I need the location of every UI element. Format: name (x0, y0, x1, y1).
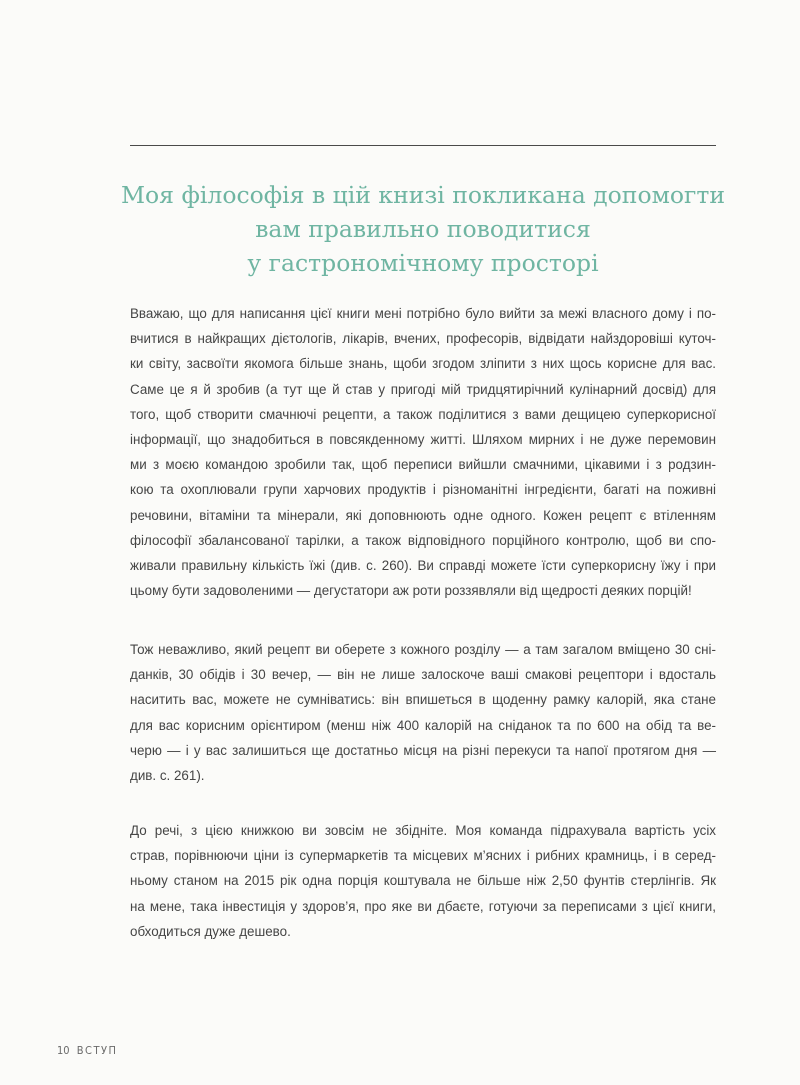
paragraph-line: кою та охоплювали групи харчових продуктів і різноманітні інгредієнти, багаті на поживні (130, 482, 716, 498)
paragraph-2 (130, 637, 716, 788)
paragraph-line: Саме це я й зробив (а тут ще й став у пригоді мій тридцятирічний кулінарний досвід) для (130, 381, 716, 397)
page-footer (57, 1044, 117, 1058)
heading-line: Моя філософія в цій книзі покликана допомогти (120, 181, 726, 209)
paragraph-line: обходиться дуже дешево. (130, 923, 291, 939)
paragraph-line: живали правильну кількість їжі (див. с. 260). Ви справді можете їсти суперкорисну їжу і при (130, 558, 716, 574)
heading-line: вам правильно поводитися (255, 215, 591, 243)
paragraph-line: на мене, така інвестиція у здоров’я, про яке ви дбаєте, готуючи за переписами з цієї книги, (130, 898, 716, 914)
paragraph-line: ньому станом на 2015 рік одна порція коштувала не більше ніж 2,50 фунтів стерлінгів. Як (130, 873, 716, 889)
paragraph-line: наситить вас, можете не сумніватись: він впишеться в щоденну рамку калорій, яка стане (130, 692, 716, 708)
paragraph-line: вчитися в найкращих дієтологів, лікарів, вчених, професорів, відвідати найздоровіші куточ- (130, 331, 716, 347)
paragraph-line: Тож неважливо, який рецепт ви оберете з кожного розділу — а там загалом вміщено 30 сні- (130, 642, 716, 657)
section-label: ВСТУП (76, 1044, 118, 1057)
paragraph-line: До речі, з цією книжкою ви зовсім не збідніте. Моя команда підрахувала вартість усіх (130, 823, 716, 838)
paragraph-line: філософії збалансованої тарілки, а також відповідного порційного контролю, щоб ви спо- (130, 532, 716, 548)
paragraph-line: для вас корисним орієнтиром (менш ніж 400 калорій на сніданок та по 600 на обід та ве- (130, 717, 716, 733)
paragraph-line: цьому бути задоволеними — дегустатори аж роти роззявляли від щедрості деяких порцій! (130, 583, 692, 599)
paragraph-line: страв, порівнюючи ціни із супермаркетів та місцевих м’ясних і рибних крамниць, і в серед- (130, 848, 716, 864)
paragraph-line: ки світу, засвоїти якомога більше знань, щоби згодом зліпити з них щось корисне для вас. (130, 356, 716, 372)
paragraph-line: див. с. 261). (130, 768, 205, 784)
paragraph-3 (130, 818, 716, 944)
paragraph-line: данків, 30 обідів і 30 вечер, — він не лише залоскоче ваші смакові рецептори і вдосталь (130, 667, 716, 683)
header-rule (130, 145, 716, 146)
heading-line: у гастрономічному просторі (247, 249, 599, 277)
paragraph-line: Вважаю, що для написання цієї книги мені потрібно було вийти за межі власного дому і по- (130, 306, 716, 321)
page-number: 10 (57, 1044, 70, 1057)
paragraph-line: того, щоб створити смачнючі рецепти, а також поділитися з вами дещицею суперкорисної (130, 406, 716, 422)
paragraph-line: ми з моєю командою зробили так, щоб переписи вийшли смачними, цікавими і з родзин- (130, 457, 716, 473)
chapter-heading (120, 178, 726, 280)
paragraph-line: черю — і у вас залишиться ще достатньо місця на різні перекуси та напої протягом дня — (130, 742, 716, 758)
paragraph-line: інформації, що знадобиться в повсякденному житті. Шляхом мирних і не дуже перемовин (130, 432, 716, 448)
paragraph-1 (130, 301, 716, 603)
paragraph-line: речовини, вітаміни та мінерали, які доповнюють одне одного. Кожен рецепт є втіленням (130, 507, 716, 523)
